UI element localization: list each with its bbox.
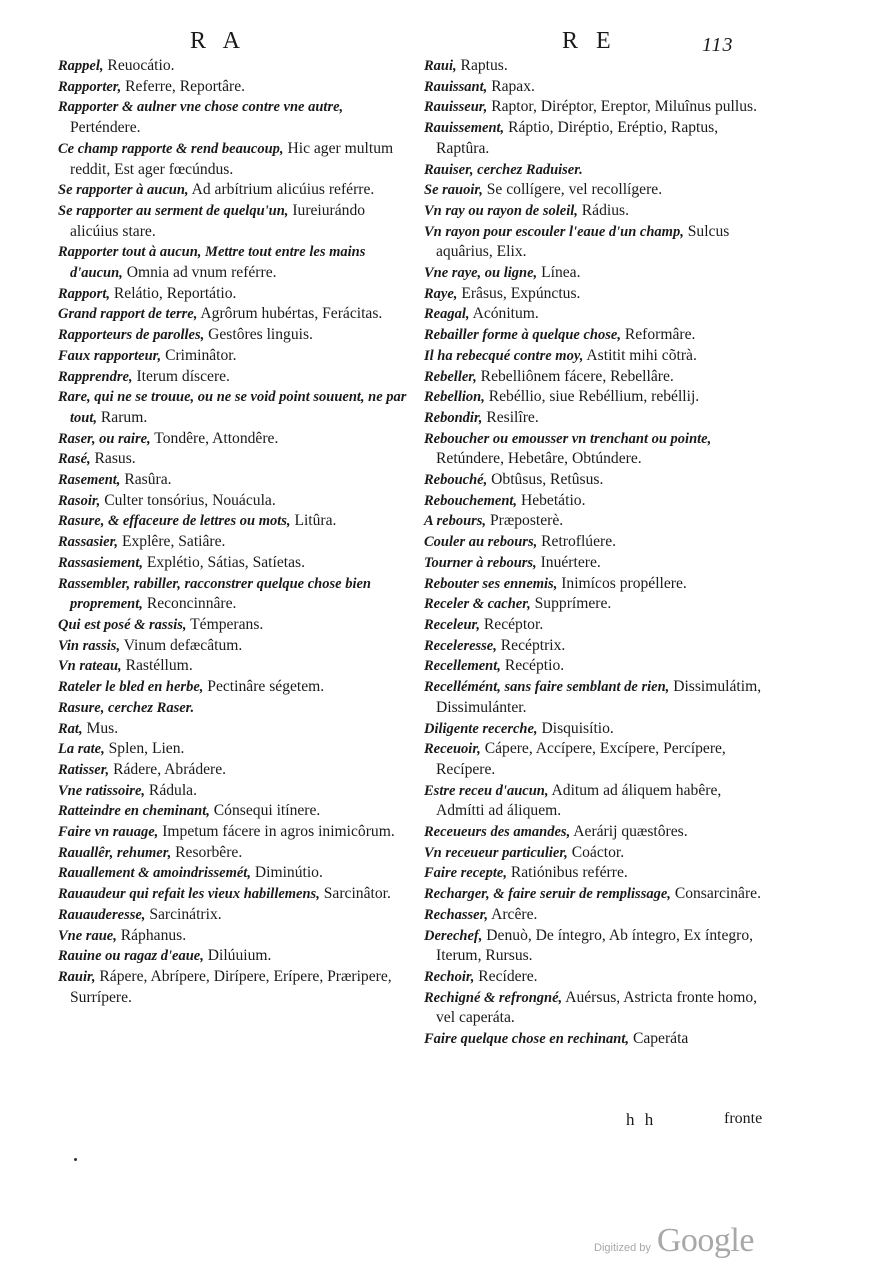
entry-headword: Rasure, & effaceure de lettres ou mots, — [58, 513, 291, 530]
entry-headword: Receueurs des amandes, — [424, 824, 571, 841]
entry-translation: Impetum fácere in agros inimicôrum. — [162, 823, 395, 841]
dictionary-entry — [424, 905, 772, 926]
dictionary-entry — [424, 781, 772, 822]
entry-headword: Rauaudeur qui refait les vieux habillemens, — [58, 886, 320, 903]
entry-headword: A rebours, — [424, 513, 487, 530]
entry-translation: Omnia ad vnum reférre. — [126, 264, 277, 282]
entry-headword: Vne raye, ou ligne, — [424, 265, 538, 282]
entry-headword: Rauallêr, rehumer, — [58, 844, 172, 861]
entry-translation: Criminâtor. — [165, 346, 237, 364]
entry-headword: Il ha rebecqué contre moy, — [424, 347, 584, 364]
entry-headword: Rauir, — [58, 968, 96, 985]
entry-headword: Rebouter ses ennemis, — [424, 575, 558, 592]
dictionary-entry — [424, 222, 772, 263]
entry-translation: Dissimulátim, Dissimulánter. — [436, 678, 762, 716]
dictionary-entry — [424, 988, 772, 1029]
dictionary-entry — [424, 636, 772, 657]
entry-headword: Vn rayon pour escouler l'eaue d'un champ, — [424, 223, 684, 240]
entry-headword: Recellement, — [424, 658, 501, 675]
entry-headword: Rebailler forme à quelque chose, — [424, 327, 621, 344]
entry-headword: Rasoir, — [58, 492, 101, 509]
entry-translation: Sarcinâtor. — [323, 885, 391, 903]
entry-headword: Estre receu d'aucun, — [424, 782, 549, 799]
dictionary-entry — [58, 739, 410, 760]
dictionary-entry — [58, 304, 410, 325]
entry-translation: Aditum ad áliquem habêre, Admítti ad áliquem. — [436, 781, 722, 820]
dictionary-entry — [58, 449, 410, 470]
dictionary-entry — [58, 201, 410, 242]
entry-headword: Rebondir, — [424, 409, 483, 426]
entry-translation: Iureiurándo alicúius stare. — [70, 201, 366, 240]
entry-translation: Retroflúere. — [541, 533, 617, 551]
entry-translation: Tondêre, Attondêre. — [154, 429, 279, 447]
entry-translation: Caperáta — [632, 1030, 689, 1048]
entry-headword: Receuoir, — [424, 741, 481, 758]
entry-translation: Rádius. — [581, 201, 629, 219]
entry-translation: Sulcus aquârius, Elix. — [436, 222, 730, 261]
entry-translation: Ad arbítrium alicúius reférre. — [191, 181, 375, 199]
dictionary-entry — [58, 656, 410, 677]
entry-translation: Ráptio, Diréptio, Eréptio, Raptus, Raptûra. — [436, 119, 719, 157]
entry-headword: Rapprendre, — [58, 368, 133, 385]
entry-translation: Referre, Reportâre. — [125, 77, 246, 95]
dictionary-entry — [424, 180, 772, 201]
ink-speck — [74, 1158, 77, 1161]
entry-headword: Ratteindre en cheminant, — [58, 803, 210, 820]
entry-headword: Vn receueur particulier, — [424, 844, 568, 861]
entry-translation: Cápere, Accípere, Excípere, Percípere, Recípere. — [436, 740, 726, 778]
entry-headword: Rebellion, — [424, 389, 485, 406]
entry-headword: Rassasier, — [58, 534, 119, 551]
entry-translation: Inuértere. — [540, 553, 601, 571]
dictionary-entry — [424, 77, 772, 98]
dictionary-entry — [424, 304, 772, 325]
entry-translation: Témperans. — [190, 615, 264, 633]
entry-translation: Acónitum. — [472, 305, 539, 323]
dictionary-entry — [58, 491, 410, 512]
dictionary-entry — [424, 160, 772, 181]
entry-translation: Retúndere, Hebetâre, Obtúndere. — [436, 450, 642, 468]
dictionary-entry — [58, 242, 410, 283]
dictionary-entry — [424, 677, 772, 718]
entry-translation: Reformâre. — [624, 326, 696, 344]
dictionary-entry — [58, 946, 410, 967]
entry-headword: Rauisseur, — [424, 99, 488, 116]
entry-headword: Rat, — [58, 720, 83, 737]
dictionary-entry — [424, 967, 772, 988]
dictionary-entry — [424, 284, 772, 305]
dictionary-entry — [424, 822, 772, 843]
entry-headword: Recellémént, sans faire semblant de rien, — [424, 679, 670, 696]
entry-headword: Ce champ rapporte & rend beaucoup, — [58, 140, 284, 157]
entry-translation: Raptus. — [460, 57, 508, 74]
entry-translation: Supprímere. — [534, 595, 612, 613]
entry-headword: Rasé, — [58, 451, 91, 468]
dictionary-entry — [58, 387, 410, 428]
dictionary-entry — [424, 367, 772, 388]
dictionary-entry — [58, 822, 410, 843]
entry-headword: Ratisser, — [58, 761, 110, 778]
entry-headword: Se rapporter à aucun, — [58, 182, 189, 199]
entry-headword: Rappel, — [58, 58, 104, 74]
entry-translation: Ráphanus. — [120, 926, 187, 944]
entry-translation: Aerárij quæstôres. — [573, 823, 688, 841]
dictionary-entry — [424, 201, 772, 222]
entry-headword: Receler & cacher, — [424, 596, 531, 613]
entry-headword: Recharger, & faire seruir de remplissage, — [424, 886, 671, 903]
entry-translation: Agrôrum hubértas, Ferácitas. — [200, 305, 383, 323]
entry-headword: Rapporter, — [58, 78, 122, 95]
entry-headword: Grand rapport de terre, — [58, 306, 198, 323]
entry-translation: Præposterè. — [489, 512, 564, 530]
dictionary-entry — [58, 511, 410, 532]
entry-headword: Raye, — [424, 285, 458, 302]
entry-headword: Se rauoir, — [424, 182, 483, 199]
entry-translation: Sarcinátrix. — [149, 905, 222, 923]
entry-headword: Rare, qui ne se trouue, ou ne se void point souuent, ne par tout, — [58, 389, 407, 426]
entry-translation: Disquisítio. — [541, 719, 614, 737]
entry-translation: Explêre, Satiâre. — [121, 533, 226, 551]
dictionary-entry — [58, 77, 410, 98]
entry-headword: Tourner à rebours, — [424, 554, 537, 571]
dictionary-entry — [424, 532, 772, 553]
dictionary-entry — [424, 719, 772, 740]
entry-translation: Splen, Lien. — [108, 740, 185, 758]
entry-headword: Rebouché, — [424, 472, 488, 489]
dictionary-entry — [58, 367, 410, 388]
dictionary-entry — [58, 615, 410, 636]
entry-translation: Perténdere. — [70, 119, 141, 137]
entry-translation: Vinum defæcâtum. — [123, 636, 243, 654]
entry-headword: Rauauderesse, — [58, 906, 146, 923]
entry-headword: Rasure, cerchez Raser. — [58, 699, 195, 716]
entry-translation: Recéptrix. — [500, 636, 566, 654]
dictionary-entry — [58, 532, 410, 553]
left-column — [58, 56, 410, 1008]
dictionary-entry — [58, 56, 410, 77]
dictionary-entry — [424, 574, 772, 595]
entry-headword: Diligente recerche, — [424, 720, 538, 737]
entry-translation: Explétio, Sátias, Satíetas. — [146, 553, 305, 571]
entry-headword: Vne raue, — [58, 927, 117, 944]
running-header-left: R A — [190, 28, 247, 54]
entry-translation: Ratiónibus reférre. — [510, 864, 628, 882]
entry-translation: Denuò, De íntegro, Ab íntegro, Ex íntegro, Iterum, Rursus. — [436, 926, 754, 965]
entry-translation: Consarcinâre. — [674, 885, 761, 903]
entry-headword: Rauissement, — [424, 120, 505, 137]
entry-translation: Obtûsus, Retûsus. — [491, 471, 604, 489]
entry-translation: Dilúuium. — [207, 947, 272, 965]
entry-headword: Reboucher ou emousser vn trenchant ou pointe, — [424, 430, 712, 447]
dictionary-entry — [58, 470, 410, 491]
entry-translation: Gestôres linguis. — [208, 326, 313, 344]
dictionary-entry — [58, 325, 410, 346]
entry-translation: Diminútio. — [254, 864, 323, 882]
dictionary-entry — [58, 346, 410, 367]
right-column — [424, 56, 772, 1050]
dictionary-entry — [58, 139, 410, 180]
dictionary-entry — [424, 615, 772, 636]
entry-translation: Relátio, Reportátio. — [113, 284, 237, 302]
entry-headword: Reagal, — [424, 306, 470, 323]
entry-translation: Recéptor. — [483, 615, 544, 633]
entry-translation: Coáctor. — [571, 843, 625, 861]
entry-headword: Rechasser, — [424, 906, 489, 923]
dictionary-entry — [424, 429, 772, 470]
entry-translation: Rarum. — [100, 408, 148, 426]
dictionary-entry — [58, 843, 410, 864]
dictionary-entry — [424, 470, 772, 491]
entry-headword: Rauiser, cerchez Raduiser. — [424, 161, 583, 178]
entry-translation: Rasûra. — [124, 471, 172, 489]
page-number: 113 — [702, 34, 734, 56]
entry-headword: Rechoir, — [424, 968, 475, 985]
dictionary-entry — [58, 698, 410, 719]
entry-translation: Hebetátio. — [520, 491, 586, 509]
entry-headword: Rebouchement, — [424, 492, 518, 509]
entry-headword: Raser, ou raire, — [58, 430, 151, 447]
entry-translation: Arcêre. — [491, 905, 538, 923]
dictionary-entry — [424, 656, 772, 677]
dictionary-entry — [58, 760, 410, 781]
entry-headword: Rassembler, rabiller, racconstrer quelque chose bien proprement, — [58, 575, 371, 613]
entry-headword: Raui, — [424, 58, 457, 74]
signature-mark: h h — [626, 1110, 657, 1129]
entry-headword: Rapport, — [58, 285, 110, 302]
entry-headword: Derechef, — [424, 927, 483, 944]
entry-translation: Rádere, Abrádere. — [113, 760, 227, 778]
entry-headword: Rapporter & aulner vne chose contre vne autre, — [58, 99, 344, 116]
entry-headword: Rassasiement, — [58, 554, 143, 571]
entry-translation: Mus. — [86, 719, 119, 737]
dictionary-entry — [58, 719, 410, 740]
entry-headword: Rauine ou ragaz d'eaue, — [58, 948, 204, 965]
dictionary-entry — [424, 97, 772, 118]
watermark-prefix: Digitized by — [594, 1242, 651, 1254]
dictionary-entry — [58, 884, 410, 905]
dictionary-entry — [58, 967, 410, 1008]
entry-headword: Rebeller, — [424, 368, 477, 385]
entry-headword: Rasement, — [58, 472, 121, 489]
dictionary-entry — [424, 843, 772, 864]
dictionary-entry — [58, 677, 410, 698]
dictionary-entry — [58, 926, 410, 947]
entry-headword: Couler au rebours, — [424, 534, 538, 551]
entry-headword: Faire quelque chose en rechinant, — [424, 1031, 630, 1048]
entry-translation: Resorbêre. — [175, 843, 243, 861]
catchword: fronte — [724, 1110, 763, 1127]
entry-headword: Rapporter tout à aucun, Mettre tout entre les mains d'aucun, — [58, 244, 366, 282]
dictionary-entry — [424, 263, 772, 284]
entry-headword: Faire recepte, — [424, 865, 507, 882]
entry-translation: Se collígere, vel recollígere. — [486, 181, 663, 199]
entry-headword: Vin rassis, — [58, 637, 121, 654]
dictionary-entry — [58, 284, 410, 305]
dictionary-entry — [424, 408, 772, 429]
entry-translation: Rebéllio, siue Rebéllium, rebéllij. — [488, 388, 700, 406]
dictionary-entry — [58, 781, 410, 802]
entry-headword: Qui est posé & rassis, — [58, 616, 187, 633]
entry-translation: Rápere, Abrípere, Dirípere, Erípere, Præripere, Surrípere. — [70, 967, 392, 1006]
entry-translation: Culter tonsórius, Nouácula. — [104, 491, 276, 509]
dictionary-entry — [58, 863, 410, 884]
entry-headword: Receleresse, — [424, 637, 497, 654]
dictionary-entry — [424, 863, 772, 884]
dictionary-entry — [58, 905, 410, 926]
dictionary-entry — [424, 346, 772, 367]
running-header-right: R E — [562, 28, 617, 54]
entry-translation: Litûra. — [294, 512, 337, 530]
google-logo: Google — [656, 1222, 754, 1259]
dictionary-entry — [58, 574, 410, 615]
entry-translation: Recídere. — [478, 967, 538, 985]
entry-translation: Iterum díscere. — [136, 367, 230, 385]
entry-translation: Resilîre. — [486, 408, 539, 426]
entry-headword: Rauallement & amoindrissemét, — [58, 865, 251, 882]
dictionary-entry — [58, 801, 410, 822]
entry-headword: La rate, — [58, 741, 105, 758]
entry-translation: Inimícos propéllere. — [561, 574, 687, 592]
entry-translation: Rasus. — [94, 450, 136, 468]
entry-headword: Receleur, — [424, 616, 480, 633]
entry-translation: Reuocátio. — [107, 57, 175, 74]
dictionary-entry — [58, 429, 410, 450]
dictionary-entry — [424, 926, 772, 967]
dictionary-entry — [58, 636, 410, 657]
entry-headword: Vn ray ou rayon de soleil, — [424, 202, 578, 219]
entry-translation: Rádula. — [148, 781, 197, 799]
dictionary-entry — [424, 553, 772, 574]
dictionary-entry — [424, 325, 772, 346]
entry-translation: Rastéllum. — [125, 657, 193, 675]
dictionary-entry — [424, 387, 772, 408]
google-watermark — [594, 1222, 754, 1260]
entry-headword: Faire vn rauage, — [58, 824, 159, 841]
entry-headword: Faux rapporteur, — [58, 347, 162, 364]
entry-headword: Rechigné & refrongné, — [424, 989, 563, 1006]
dictionary-entry — [424, 594, 772, 615]
entry-translation: Rapax. — [491, 77, 535, 95]
entry-headword: Rapporteurs de parolles, — [58, 327, 205, 344]
dictionary-entry — [58, 97, 410, 138]
dictionary-entry — [424, 491, 772, 512]
entry-translation: Recéptio. — [504, 657, 565, 675]
dictionary-entry — [58, 553, 410, 574]
dictionary-entry — [424, 56, 772, 77]
entry-headword: Rateler le bled en herbe, — [58, 679, 204, 696]
entry-headword: Se rapporter au serment de quelqu'un, — [58, 202, 289, 219]
entry-translation: Astitit mihi cõtrà. — [586, 346, 697, 364]
entry-translation: Raptor, Diréptor, Ereptor, Miluînus pullus. — [491, 98, 757, 116]
dictionary-entry — [424, 118, 772, 159]
entry-translation: Hic ager multum reddit, Est ager fœcúndus. — [70, 139, 394, 178]
dictionary-entry — [424, 884, 772, 905]
entry-headword: Rauissant, — [424, 78, 488, 95]
entry-translation: Cónsequi itínere. — [213, 802, 321, 820]
entry-translation: Erâsus, Expúnctus. — [461, 284, 581, 302]
entry-headword: Vn rateau, — [58, 658, 122, 675]
entry-translation: Pectinâre ségetem. — [207, 678, 325, 696]
dictionary-entry — [424, 511, 772, 532]
dictionary-entry — [424, 1029, 772, 1050]
dictionary-entry — [58, 180, 410, 201]
entry-translation: Rebelliônem fácere, Rebellâre. — [480, 367, 674, 385]
entry-headword: Vne ratissoire, — [58, 782, 146, 799]
dictionary-entry — [424, 739, 772, 780]
entry-translation: Auérsus, Astricta fronte homo, vel caperáta. — [436, 988, 758, 1027]
entry-translation: Reconcinnâre. — [146, 595, 237, 613]
entry-translation: Línea. — [541, 264, 581, 282]
